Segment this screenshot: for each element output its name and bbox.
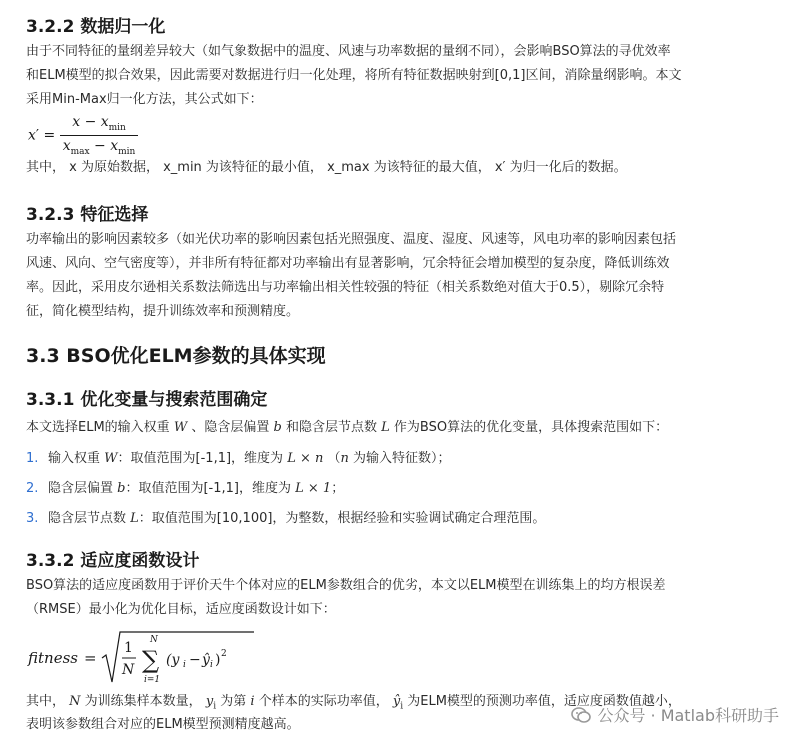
list-item: 1. 输入权重 W：取值范围为[-1,1]，维度为 L × n （n 为输入特征数）； bbox=[26, 451, 451, 466]
svg-text:1: 1 bbox=[124, 640, 133, 656]
paragraph: 表明该参数组合对应的ELM模型预测精度越高。 bbox=[26, 717, 300, 732]
paragraph: （RMSE）最小化为优化目标，适应度函数设计如下： bbox=[26, 602, 336, 617]
section-heading-3-3-1: 3.3.1 优化变量与搜索范围确定 bbox=[26, 390, 268, 410]
paragraph: BSO算法的适应度函数用于评价天牛个体对应的ELM参数组合的优劣，本文以ELM模型在训练集上的均方根误差 bbox=[26, 578, 666, 593]
minmax-formula: x′ = $\frac{x - x_{min}}{x_{max} - x_{min}}$ bbox=[28, 114, 138, 157]
svg-text:2: 2 bbox=[221, 649, 227, 659]
paragraph: 功率输出的影响因素较多（如光伏功率的影响因素包括光照强度、温度、湿度、风速等，风电功率的影响因素包括 bbox=[26, 232, 677, 247]
paragraph: 风速、风向、空气密度等），并非所有特征都对功率输出有显著影响，冗余特征会增加模型的复杂度，降低训练效 bbox=[26, 256, 670, 271]
wechat-logo-icon bbox=[571, 706, 591, 728]
paragraph: 由于不同特征的量纲差异较大（如气象数据中的温度、风速与功率数据的量纲不同），会影响BSO算法的寻优效率 bbox=[26, 44, 671, 59]
list-item: 3. 隐含层节点数 L：取值范围为[10,100]，为整数，根据经验和实验调试确定合理范围。 bbox=[26, 511, 546, 526]
section-heading-3-2-2: 3.2.2 数据归一化 bbox=[26, 17, 166, 37]
svg-text:fitness: fitness bbox=[28, 649, 78, 667]
svg-text:−: − bbox=[189, 652, 201, 668]
formula-explanation: 其中， N 为训练集样本数量， $y_i$ 为第 i 个样本的实际功率值， $ŷ_i$ 为ELM模型的预测功率值，适应度函数值越小， bbox=[26, 694, 681, 712]
paragraph: 率。因此，采用皮尔逊相关系数法筛选出与功率输出相关性较强的特征（相关系数绝对值大于0.5），剔除冗余特 bbox=[26, 280, 665, 295]
svg-text:=: = bbox=[84, 649, 97, 667]
svg-text:i: i bbox=[183, 660, 186, 670]
formula-explanation: 其中， x 为原始数据， x_min 为该特征的最小值， x_max 为该特征的最大值， x′ 为归一化后的数据。 bbox=[26, 160, 627, 175]
svg-text:i=1: i=1 bbox=[144, 675, 161, 685]
svg-text:∑: ∑ bbox=[142, 646, 160, 674]
paragraph: 征，简化模型结构，提升训练效率和预测精度。 bbox=[26, 304, 300, 319]
fitness-formula-svg bbox=[26, 630, 286, 690]
fitness-formula bbox=[26, 630, 286, 694]
section-heading-3-3: 3.3 BSO优化ELM参数的具体实现 bbox=[26, 345, 326, 367]
wechat-watermark bbox=[571, 703, 779, 728]
list-item: 2. 隐含层偏置 b：取值范围为[-1,1]，维度为 L × 1； bbox=[26, 481, 345, 496]
watermark-text: 公众号 · Matlab科研助手 bbox=[597, 706, 779, 725]
svg-text:i: i bbox=[210, 660, 213, 670]
paragraph: 本文选择ELM的输入权重 W 、隐含层偏置 b 和隐含层节点数 L 作为BSO算法的优化变量，具体搜索范围如下： bbox=[26, 420, 669, 435]
section-heading-3-3-2: 3.3.2 适应度函数设计 bbox=[26, 551, 200, 571]
paragraph: 采用Min-Max归一化方法，其公式如下： bbox=[26, 92, 263, 107]
section-heading-3-2-3: 3.2.3 特征选择 bbox=[26, 205, 149, 225]
svg-text:): ) bbox=[215, 652, 221, 668]
svg-text:ŷ: ŷ bbox=[202, 652, 210, 668]
svg-text:N: N bbox=[150, 635, 158, 645]
svg-text:N: N bbox=[122, 662, 135, 678]
svg-text:(y: (y bbox=[166, 652, 180, 668]
paragraph: 和ELM模型的拟合效果，因此需要对数据进行归一化处理，将所有特征数据映射到[0,1]区间，消除量纲影响。本文 bbox=[26, 68, 682, 83]
